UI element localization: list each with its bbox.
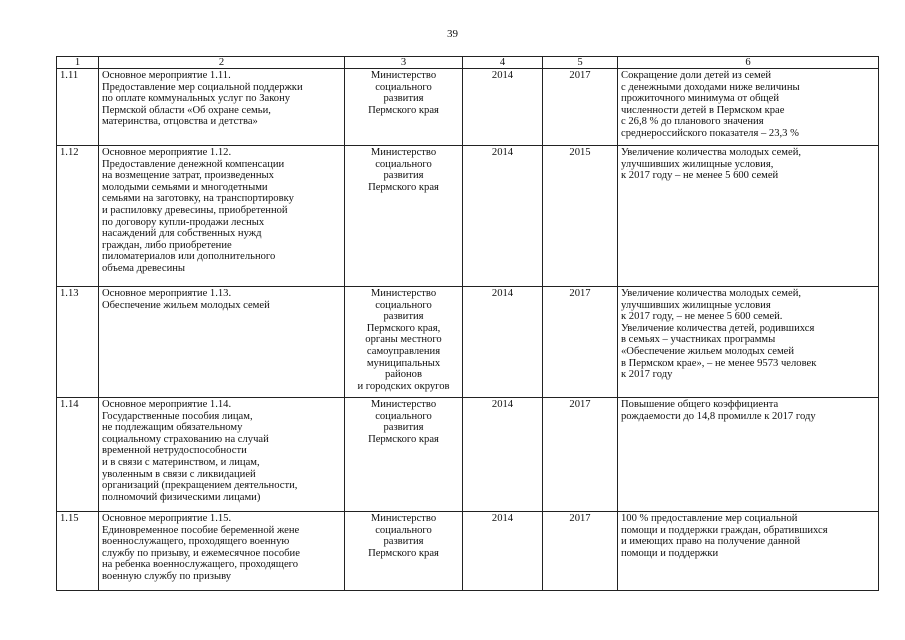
expected-result: Сокращение доли детей из семей с денежными доходами ниже величины прожиточного минимума от общей численности детей в Пермском крае с 26,8 % до планового значения среднероссийского показателя – 23,3 % (618, 69, 879, 146)
start-year: 2014 (463, 69, 543, 146)
column-number-3: 3 (345, 57, 463, 69)
responsible-executor: Министерство социального развития Пермского края (345, 146, 463, 287)
program-measures-table (56, 56, 879, 591)
start-year: 2014 (463, 512, 543, 591)
end-year: 2017 (543, 398, 618, 512)
end-year: 2017 (543, 512, 618, 591)
start-year: 2014 (463, 398, 543, 512)
responsible-executor: Министерство социального развития Пермского края (345, 69, 463, 146)
table-row (57, 69, 879, 146)
row-number: 1.14 (57, 398, 99, 512)
table-row (57, 287, 879, 398)
table-row (57, 512, 879, 591)
column-number-header-row (57, 57, 879, 69)
expected-result: Увеличение количества молодых семей, улучшивших жилищные условия, к 2017 году – не менее 5 600 семей (618, 146, 879, 287)
end-year: 2015 (543, 146, 618, 287)
column-number-6: 6 (618, 57, 879, 69)
table-row (57, 146, 879, 287)
responsible-executor: Министерство социального развития Пермского края, органы местного самоуправления муниципальных районов и городских округов (345, 287, 463, 398)
measure-description: Основное мероприятие 1.11. Предоставление мер социальной поддержки по оплате коммунальных услуг по Закону Пермской области «Об охране семьи, материнства, отцовства и детства» (99, 69, 345, 146)
column-number-2: 2 (99, 57, 345, 69)
measure-description: Основное мероприятие 1.12. Предоставление денежной компенсации на возмещение затрат, произведенных молодыми семьями и многодетными семьями на заготовку, на транспортировку и распиловку древесины, приобретенной по договору купли-продажи лесных насаждений для собственных нужд граждан, либо приобретение пиломатериалов или дополнительного объема древесины (99, 146, 345, 287)
end-year: 2017 (543, 69, 618, 146)
row-number: 1.13 (57, 287, 99, 398)
start-year: 2014 (463, 146, 543, 287)
page-number: 39 (447, 28, 458, 40)
start-year: 2014 (463, 287, 543, 398)
row-number: 1.15 (57, 512, 99, 591)
column-number-1: 1 (57, 57, 99, 69)
expected-result: 100 % предоставление мер социальной помощи и поддержки граждан, обратившихся и имеющих право на получение данной помощи и поддержки (618, 512, 879, 591)
expected-result: Повышение общего коэффициента рождаемости до 14,8 промилле к 2017 году (618, 398, 879, 512)
expected-result: Увеличение количества молодых семей, улучшивших жилищные условия к 2017 году, – не менее 5 600 семей. Увеличение количества детей, родившихся в семьях – участниках программы «Обеспечение жильем молодых семей в Пермском крае», – не менее 9573 человек к 2017 году (618, 287, 879, 398)
responsible-executor: Министерство социального развития Пермского края (345, 398, 463, 512)
measure-description: Основное мероприятие 1.15. Единовременное пособие беременной жене военнослужащего, проходящего военную службу по призыву, и ежемесячное пособие на ребенка военнослужащего, проходящего военную службу по призыву (99, 512, 345, 591)
end-year: 2017 (543, 287, 618, 398)
table-row (57, 398, 879, 512)
row-number: 1.12 (57, 146, 99, 287)
column-number-5: 5 (543, 57, 618, 69)
row-number: 1.11 (57, 69, 99, 146)
measure-description: Основное мероприятие 1.14. Государственные пособия лицам, не подлежащим обязательному социальному страхованию на случай временной нетрудоспособности и в связи с материнством, и лицам, уволенным в связи с ликвидацией организаций (прекращением деятельности, полномочий физическими лицами) (99, 398, 345, 512)
column-number-4: 4 (463, 57, 543, 69)
measure-description: Основное мероприятие 1.13. Обеспечение жильем молодых семей (99, 287, 345, 398)
responsible-executor: Министерство социального развития Пермского края (345, 512, 463, 591)
